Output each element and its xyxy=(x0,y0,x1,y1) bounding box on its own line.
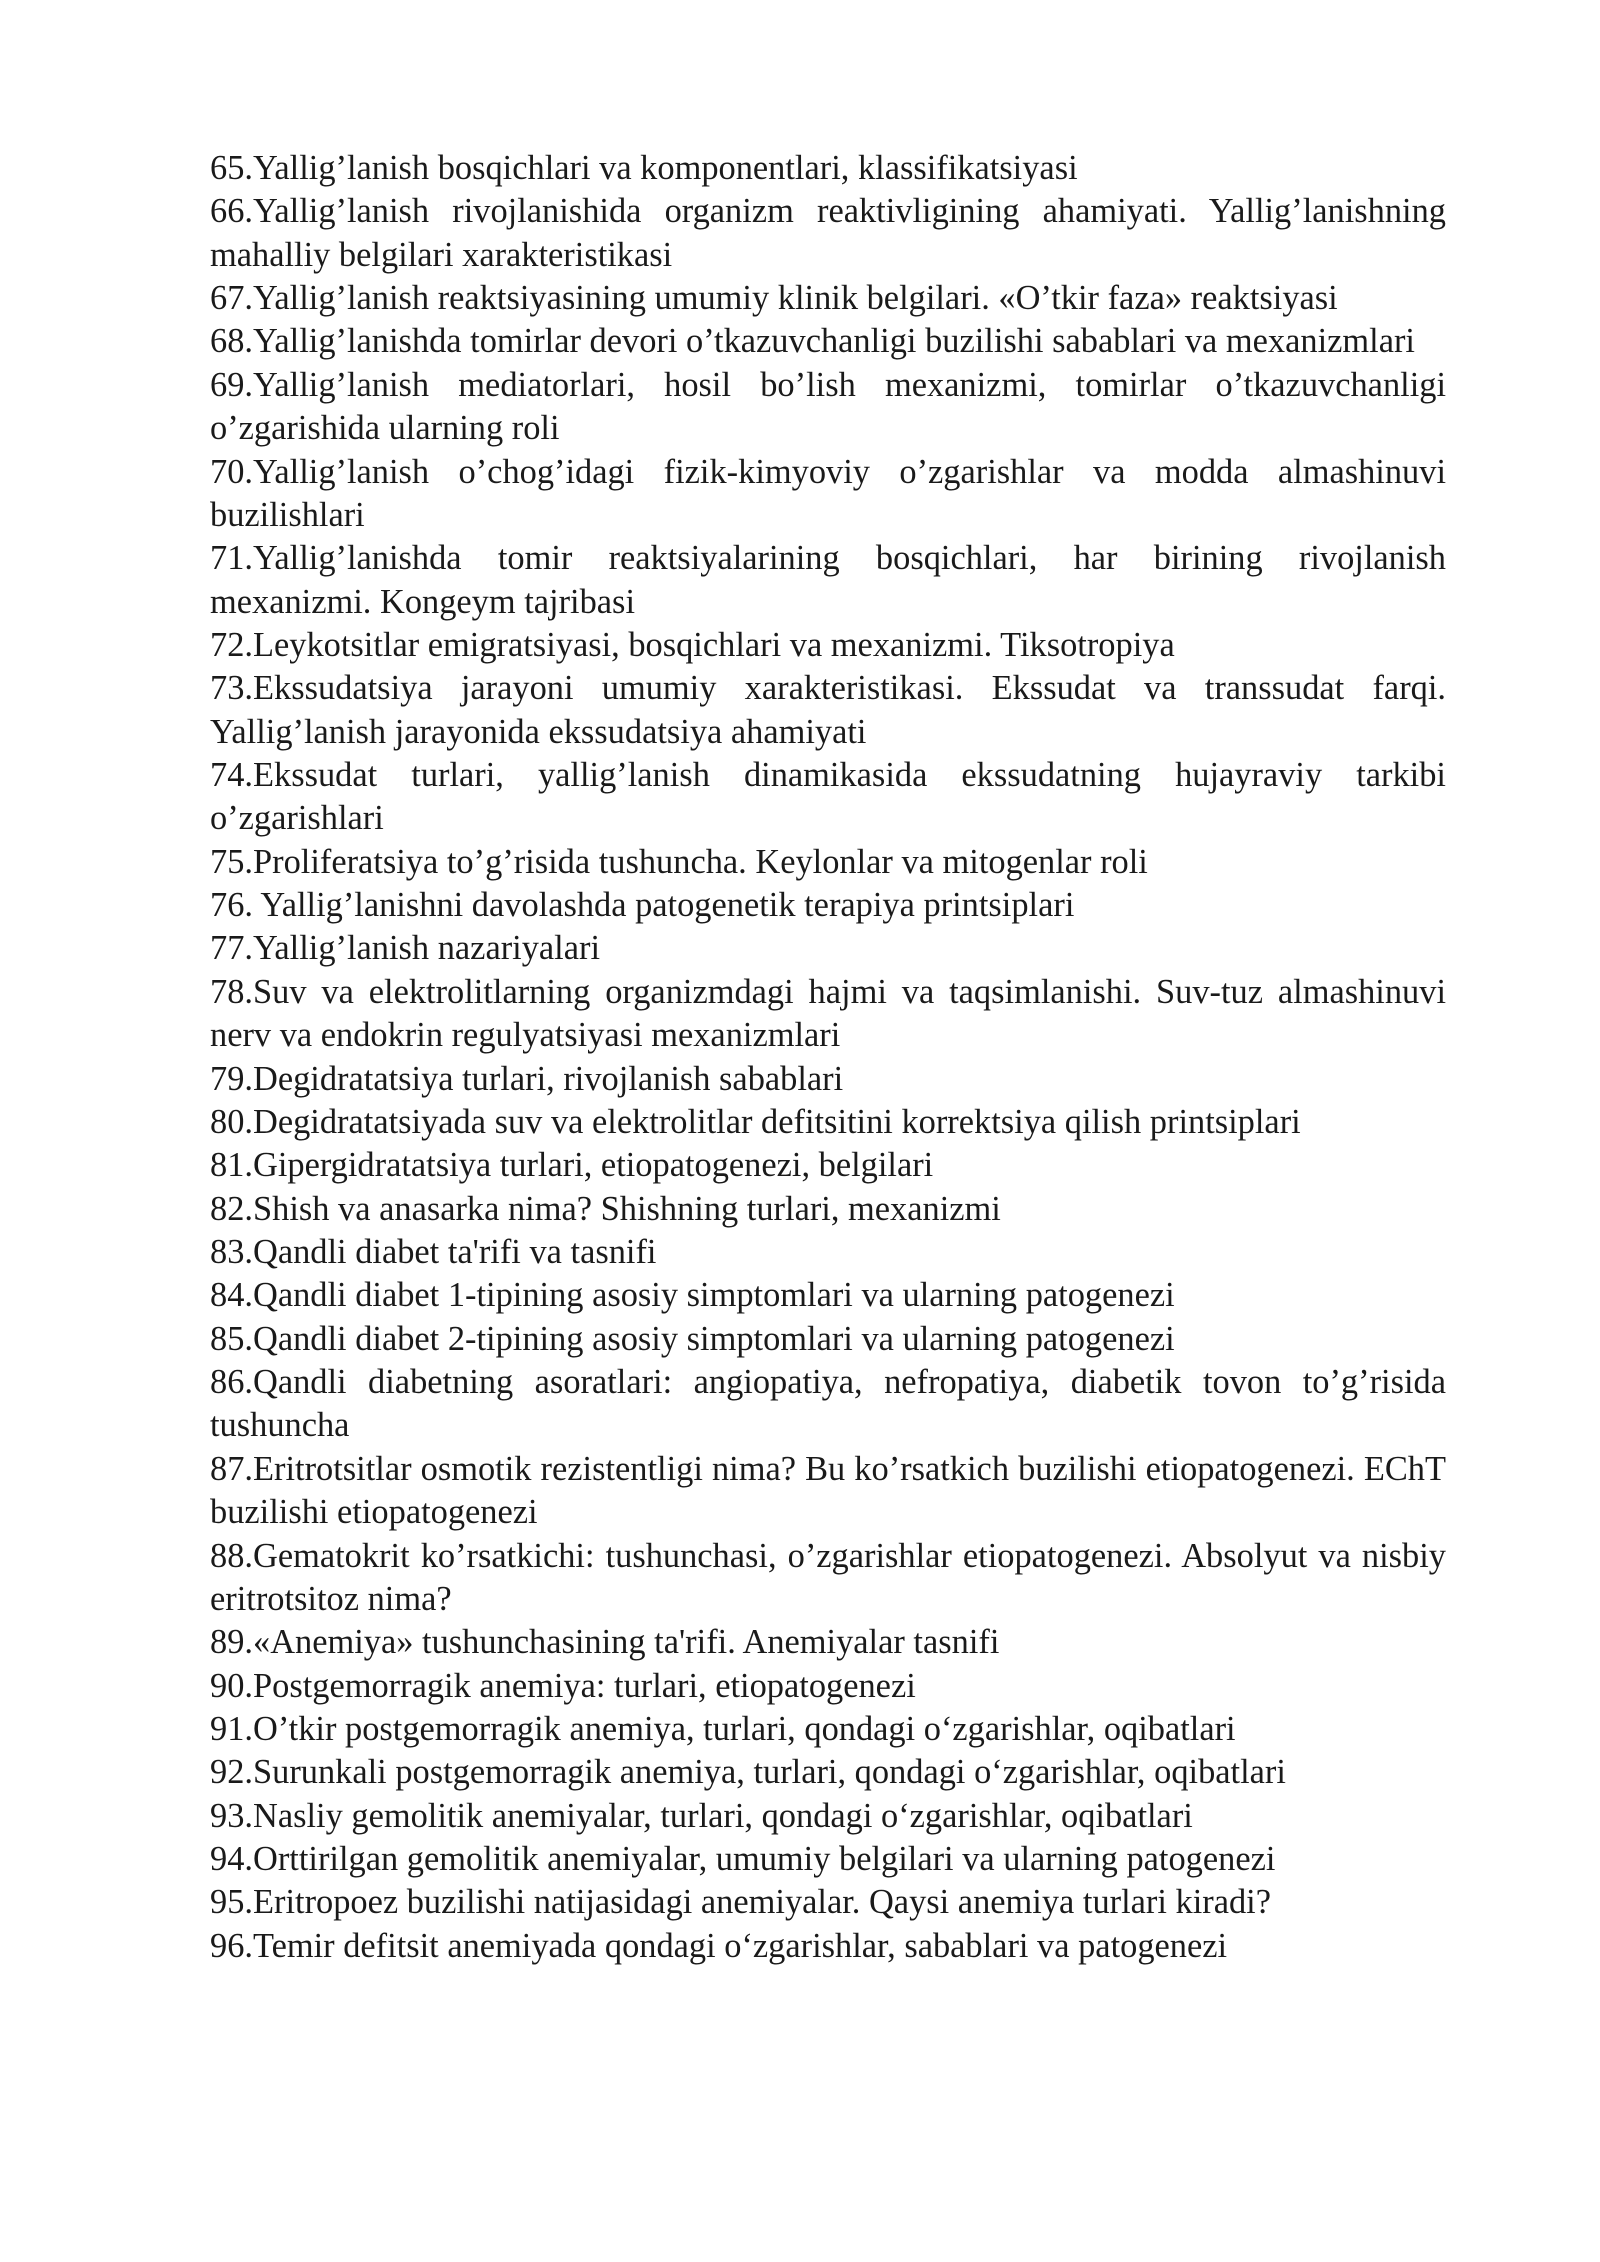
question-item xyxy=(210,971,1446,1058)
question-text: Yallig’lanish nazariyalari xyxy=(253,929,600,968)
question-text: Yallig’lanish mediatorlari, hosil bo’lish mexanizmi, tomirlar o’tkazuvchanligi o’zgarishida ularning roli xyxy=(210,365,1446,448)
question-text: Qandli diabet ta'rifi va tasnifi xyxy=(253,1232,657,1271)
question-item xyxy=(210,1751,1446,1794)
question-text: Yallig’lanish o’chog’idagi fizik-kimyoviy o’zgarishlar va modda almashinuvi buzilishlari xyxy=(210,452,1446,534)
question-item xyxy=(210,190,1446,277)
question-text: Eritropoez buzilishi natijasidagi anemiyalar. Qaysi anemiya turlari kiradi? xyxy=(253,1883,1271,1922)
question-number: 68. xyxy=(210,322,253,361)
question-number: 77. xyxy=(210,929,253,968)
question-item xyxy=(210,1231,1446,1274)
question-item xyxy=(210,754,1446,841)
question-item xyxy=(210,1535,1446,1622)
question-text: Yallig’lanishni davolashda patogenetik terapiya printsiplari xyxy=(253,886,1075,925)
question-text: Qandli diabet 2-tipining asosiy simptomlari va ularning patogenezi xyxy=(253,1319,1175,1358)
question-text: Eritrotsitlar osmotik rezistentligi nima? Bu ko’rsatkich buzilishi etiopatogenezi. EChT buzilishi etiopatogenezi xyxy=(210,1449,1446,1532)
question-item xyxy=(210,1621,1446,1664)
question-item xyxy=(210,1361,1446,1448)
question-item xyxy=(210,624,1446,667)
question-number: 73. xyxy=(210,669,253,708)
question-item xyxy=(210,1448,1446,1535)
question-number: 83. xyxy=(210,1232,253,1271)
question-number: 69. xyxy=(210,365,253,404)
question-text: Qandli diabetning asoratlari: angiopatiya, nefropatiya, diabetik tovon to’g’risida tushuncha xyxy=(210,1363,1446,1445)
question-number: 72. xyxy=(210,625,253,664)
question-item xyxy=(210,1881,1446,1924)
question-item xyxy=(210,451,1446,538)
question-item xyxy=(210,1795,1446,1838)
question-text: Gematokrit ko’rsatkichi: tushunchasi, o’zgarishlar etiopatogenezi. Absolyut va nisbiy eritrotsitoz nima? xyxy=(210,1536,1446,1618)
question-number: 78. xyxy=(210,972,253,1011)
question-number: 90. xyxy=(210,1666,253,1705)
question-number: 65. xyxy=(210,149,253,187)
question-text: Qandli diabet 1-tipining asosiy simptomlari va ularning patogenezi xyxy=(253,1276,1175,1315)
question-text: Nasliy gemolitik anemiyalar, turlari, qondagi o‘zgarishlar, oqibatlari xyxy=(253,1796,1193,1835)
question-text: Yallig’lanish reaktsiyasining umumiy klinik belgilari. «O’tkir faza» reaktsiyasi xyxy=(253,279,1338,318)
question-text: Surunkali postgemorragik anemiya, turlari, qondagi o‘zgarishlar, oqibatlari xyxy=(253,1753,1286,1792)
question-text: Yallig’lanishda tomir reaktsiyalarining bosqichlari, har birining rivojlanish mexanizmi. Kongeym tajribasi xyxy=(210,539,1446,621)
question-number: 87. xyxy=(210,1449,253,1488)
question-number: 88. xyxy=(210,1536,253,1575)
question-item xyxy=(210,1925,1446,1968)
question-number: 76. xyxy=(210,886,253,925)
question-item xyxy=(210,1838,1446,1881)
question-number: 75. xyxy=(210,842,253,881)
question-text: «Anemiya» tushunchasining ta'rifi. Anemiyalar tasnifi xyxy=(253,1623,1000,1662)
question-item xyxy=(210,320,1446,363)
question-item xyxy=(210,1144,1446,1187)
question-text: Degidratatsiya turlari, rivojlanish sabablari xyxy=(253,1059,844,1098)
question-number: 67. xyxy=(210,279,253,318)
question-number: 71. xyxy=(210,539,253,578)
question-text: Postgemorragik anemiya: turlari, etiopatogenezi xyxy=(253,1666,916,1705)
question-item xyxy=(210,147,1446,190)
question-number: 81. xyxy=(210,1146,253,1185)
question-item xyxy=(210,841,1446,884)
question-text: Yallig’lanish bosqichlari va komponentlari, klassifikatsiyasi xyxy=(253,149,1078,187)
question-number: 94. xyxy=(210,1840,253,1879)
question-text: O’tkir postgemorragik anemiya, turlari, qondagi o‘zgarishlar, oqibatlari xyxy=(253,1709,1236,1748)
question-item xyxy=(210,364,1446,451)
question-number: 91. xyxy=(210,1709,253,1748)
question-item xyxy=(210,1318,1446,1361)
question-number: 82. xyxy=(210,1189,253,1228)
question-number: 74. xyxy=(210,756,253,795)
question-item xyxy=(210,1058,1446,1101)
question-item xyxy=(210,277,1446,320)
question-item xyxy=(210,667,1446,754)
question-number: 86. xyxy=(210,1363,253,1402)
question-number: 96. xyxy=(210,1926,253,1965)
question-text: Leykotsitlar emigratsiyasi, bosqichlari va mexanizmi. Tiksotropiya xyxy=(253,625,1175,664)
question-item xyxy=(210,1274,1446,1317)
question-text: Suv va elektrolitlarning organizmdagi hajmi va taqsimlanishi. Suv-tuz almashinuvi nerv va endokrin regulyatsiyasi mexanizmlari xyxy=(210,972,1446,1055)
question-text: Ekssudatsiya jarayoni umumiy xarakteristikasi. Ekssudat va transsudat farqi. Yallig’lanish jarayonida ekssudatsiya ahamiyati xyxy=(210,669,1446,751)
question-text: Degidratatsiyada suv va elektrolitlar defitsitini korrektsiya qilish printsiplari xyxy=(253,1102,1301,1141)
question-item xyxy=(210,1101,1446,1144)
question-number: 80. xyxy=(210,1102,253,1141)
question-list xyxy=(210,147,1446,1968)
question-number: 95. xyxy=(210,1883,253,1922)
question-text: Proliferatsiya to’g’risida tushuncha. Keylonlar va mitogenlar roli xyxy=(253,842,1148,881)
question-item xyxy=(210,1188,1446,1231)
question-item xyxy=(210,1708,1446,1751)
question-text: Shish va anasarka nima? Shishning turlari, mexanizmi xyxy=(253,1189,1001,1228)
question-number: 66. xyxy=(210,192,253,231)
question-item xyxy=(210,927,1446,970)
question-item xyxy=(210,537,1446,624)
question-number: 85. xyxy=(210,1319,253,1358)
question-text: Temir defitsit anemiyada qondagi o‘zgarishlar, sabablari va patogenezi xyxy=(253,1926,1228,1965)
question-text: Orttirilgan gemolitik anemiyalar, umumiy belgilari va ularning patogenezi xyxy=(253,1840,1276,1879)
question-text: Gipergidratatsiya turlari, etiopatogenezi, belgilari xyxy=(253,1146,934,1185)
question-number: 84. xyxy=(210,1276,253,1315)
question-number: 92. xyxy=(210,1753,253,1792)
question-item xyxy=(210,1665,1446,1708)
question-item xyxy=(210,884,1446,927)
question-text: Ekssudat turlari, yallig’lanish dinamikasida ekssudatning hujayraviy tarkibi o’zgarishlari xyxy=(210,756,1446,838)
question-text: Yallig’lanish rivojlanishida organizm reaktivligining ahamiyati. Yallig’lanishning mahalliy belgilari xarakteristikasi xyxy=(210,192,1446,274)
question-number: 89. xyxy=(210,1623,253,1662)
question-number: 93. xyxy=(210,1796,253,1835)
question-text: Yallig’lanishda tomirlar devori o’tkazuvchanligi buzilishi sabablari va mexanizmlari xyxy=(253,322,1415,361)
question-number: 70. xyxy=(210,452,253,491)
question-number: 79. xyxy=(210,1059,253,1098)
